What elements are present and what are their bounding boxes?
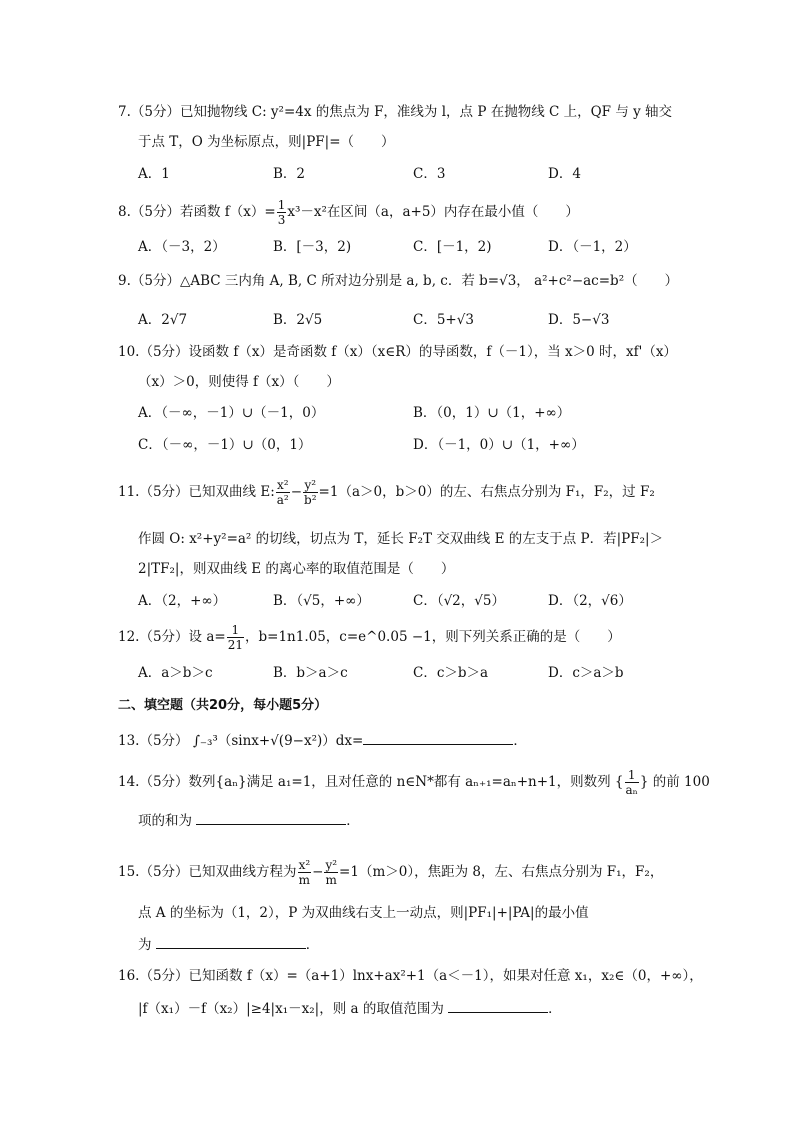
q15-fraction-x — [298, 858, 312, 887]
q7-option-a: A．1 — [138, 166, 170, 182]
q8-option-d: D．（－1，2） — [548, 239, 637, 255]
q12-suffix: ，b=1n1.05，c=e^0.05 −1，则下列关系正确的是（ ） — [245, 629, 621, 645]
q13-text: 13.（5分） ∫₋₃³（sinx+√(9−x²)）dx= — [118, 733, 364, 749]
q12-option-a: A．a＞b＞c — [138, 665, 213, 681]
q8-option-a: A．（－3，2） — [138, 239, 226, 255]
q14-stem — [118, 768, 710, 797]
section-heading: 二、填空题（共20分，每小题5分） — [118, 698, 328, 713]
q11-suffix: =1（a＞0，b＞0）的左、右焦点分别为 F₁，F₂，过 F₂ — [318, 484, 655, 500]
q14-frac-num: 1 — [625, 768, 639, 783]
q14-line2-text: 项的和为 — [138, 813, 192, 829]
q15-suffix: =1（m＞0），焦距为 8，左、右焦点分别为 F₁，F₂， — [339, 864, 664, 880]
q16-line2-text: |f（x₁）－f（x₂）|≥4|x₁－x₂|，则 a 的取值范围为 — [138, 1001, 444, 1017]
q13-end: ． — [513, 733, 527, 749]
q13-answer-blank — [363, 730, 513, 745]
q8-option-b: B．[－3，2) — [273, 239, 352, 255]
q8-frac-den: 3 — [277, 213, 286, 227]
q9-line1: 9.（5分）△ABC 三内角 A, B, C 所对边分别是 a, b, c．若 b=√3， a²+c²−ac=b²（ ） — [118, 273, 679, 289]
q8-fraction — [277, 198, 287, 227]
q11-option-c: C．（√2，√5） — [413, 593, 505, 609]
q12-option-b: B．b＞a＞c — [273, 665, 348, 681]
q8-stem — [118, 198, 579, 227]
q7-line2: 于点 T，O 为坐标原点，则|PF|=（ ） — [138, 134, 395, 150]
q7-option-d: D．4 — [548, 166, 581, 182]
q16-end: ． — [548, 1001, 562, 1017]
q11-frac1-num: x² — [276, 478, 289, 492]
q15-minus: − — [312, 864, 324, 880]
q14-line2 — [138, 810, 360, 831]
q16-answer-blank — [448, 998, 548, 1013]
q10-option-c: C．（－∞，－1）∪（0，1） — [138, 437, 312, 453]
q14-suffix: } 的前 100 — [639, 774, 710, 790]
q16-line1: 16.（5分）已知函数 f（x）=（a+1）lnx+ax²+1（a＜－1），如果对任意 x₁，x₂∈（0，+∞）， — [118, 968, 703, 984]
q12-option-d: D．c＞a＞b — [548, 665, 624, 681]
q10-option-d: D．（－1，0）∪（1，+∞） — [413, 437, 585, 453]
q15-line3 — [138, 934, 319, 955]
q10-line2: （x）＞0，则使得 f（x）（ ） — [138, 374, 340, 390]
q14-prefix: 14.（5分）数列{aₙ}满足 a₁=1，且对任意的 n∈N*都有 aₙ₊₁=aₙ+n+1，则数列 { — [118, 774, 624, 790]
q11-frac2-den: b² — [304, 493, 317, 507]
q13-stem — [118, 730, 527, 751]
q8-option-c: C．[－1，2) — [413, 239, 492, 255]
q12-option-c: C．c＞b＞a — [413, 665, 489, 681]
q11-option-b: B．（√5，+∞） — [273, 593, 370, 609]
q7-option-c: C．3 — [413, 166, 446, 182]
q11-option-a: A．（2，+∞） — [138, 593, 227, 609]
q8-suffix: 在区间（a，a+5）内存在最小值（ ） — [326, 204, 579, 220]
q9-option-a: A．2√7 — [138, 312, 188, 328]
q8-formula-lhs: f（x）= — [224, 204, 276, 220]
q14-frac-den: aₙ — [625, 783, 638, 797]
q15-frac2-num: y² — [325, 858, 338, 872]
q11-line3: 2|TF₂|，则双曲线 E 的离心率的取值范围是（ ） — [138, 561, 455, 577]
q11-fraction-x — [276, 478, 290, 507]
q7-option-b: B．2 — [273, 166, 306, 182]
q16-line2 — [138, 998, 562, 1019]
q12-frac-den: 21 — [227, 638, 243, 652]
q14-end: ． — [346, 813, 360, 829]
q11-stem — [118, 478, 655, 507]
q15-frac1-num: x² — [298, 858, 311, 872]
q9-option-b: B．2√5 — [273, 312, 323, 328]
q15-prefix: 15.（5分）已知双曲线方程为 — [118, 864, 297, 880]
q9-option-c: C．5+√3 — [413, 312, 474, 328]
q15-line2: 点 A 的坐标为（1，2），P 为双曲线右支上一动点，则|PF₁|+|PA|的最小值 — [138, 905, 589, 921]
q9-option-d: D．5−√3 — [548, 312, 610, 328]
q15-frac1-den: m — [298, 873, 311, 887]
q12-prefix: 12.（5分）设 a= — [118, 629, 226, 645]
q11-minus: − — [290, 484, 303, 500]
q15-stem — [118, 858, 663, 887]
q15-line3-text: 为 — [138, 937, 152, 953]
q11-line2: 作圆 O: x²+y²=a² 的切线，切点为 T，延长 F₂T 交双曲线 E 的左支于点 P．若|PF₂|＞ — [138, 531, 664, 547]
q8-frac-num: 1 — [277, 198, 286, 212]
q10-line1: 10.（5分）设函数 f（x）是奇函数 f（x）（x∈R）的导函数，f（－1），当 x＞0 时，xf'（x） — [118, 344, 677, 360]
q15-fraction-y — [324, 858, 338, 887]
q12-fraction — [227, 623, 244, 652]
q11-option-d: D．（2，√6） — [548, 593, 632, 609]
q8-formula-rhs: x³－x² — [287, 204, 327, 220]
q11-prefix: 11.（5分）已知双曲线 E: — [118, 484, 275, 500]
q14-answer-blank — [196, 810, 346, 825]
q12-frac-num: 1 — [227, 623, 244, 638]
q15-frac2-den: m — [325, 873, 337, 887]
q15-end: ． — [305, 937, 320, 953]
q12-stem — [118, 623, 621, 652]
q14-fraction — [625, 768, 639, 797]
q11-frac2-num: y² — [304, 478, 317, 492]
q10-option-a: A．（－∞，－1）∪（－1，0） — [138, 405, 325, 421]
q11-frac1-den: a² — [276, 493, 289, 507]
q10-option-b: B．（0，1）∪（1，+∞） — [413, 405, 571, 421]
q8-prefix: 8.（5分）若函数 — [118, 204, 221, 220]
q7-line1: 7.（5分）已知抛物线 C: y²=4x 的焦点为 F，准线为 l，点 P 在抛物线 C 上，QF 与 y 轴交 — [118, 104, 673, 120]
q15-answer-blank — [156, 934, 306, 949]
q11-fraction-y — [303, 478, 318, 507]
